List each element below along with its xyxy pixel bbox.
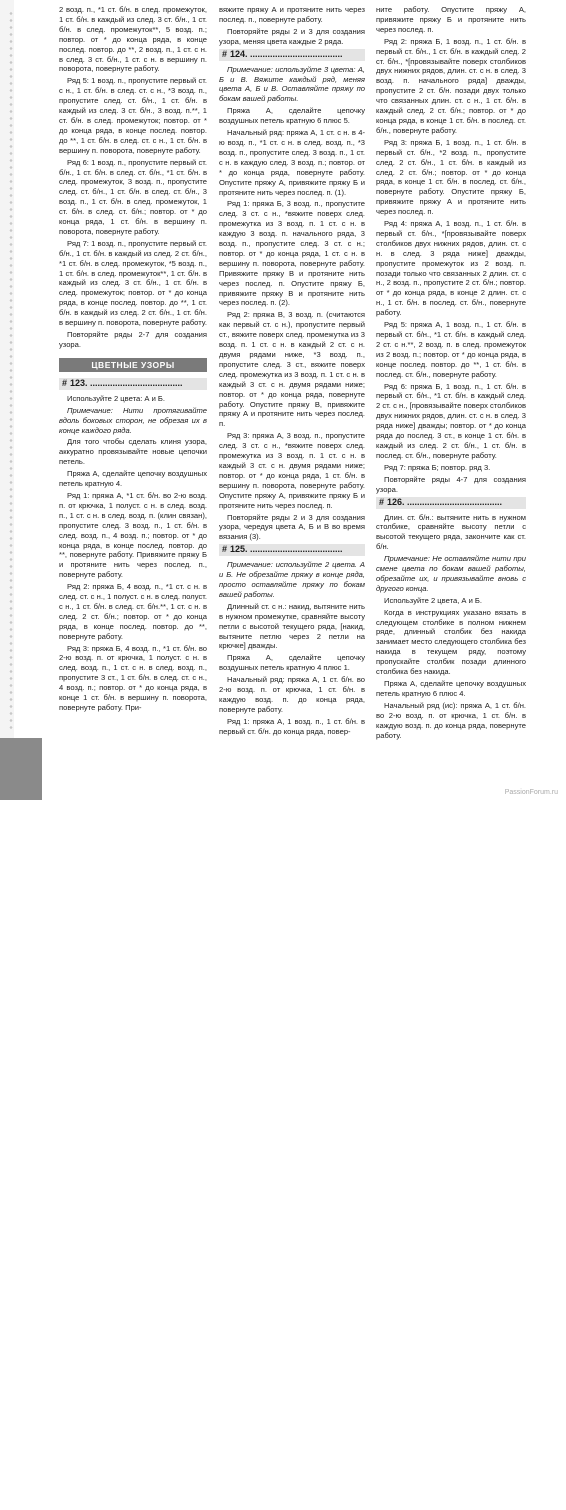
paragraph: Пряжа А, сделайте цепочку воздушных петель кратную 6 плюс 4.	[376, 679, 526, 698]
section-banner: ЦВЕТНЫЕ УЗОРЫ	[59, 358, 207, 372]
paragraph: Повторяйте ряды 4-7 для создания узора.	[376, 474, 526, 494]
pattern-title: 125. .....................................	[230, 544, 343, 555]
paragraph: Повторяйте ряды 2 и 3 для создания узора, чередуя цвета А, Б и В во время вязания (3).	[219, 512, 365, 542]
paragraph: Примечание: Нити протягивайте вдоль боковых сторон, не обрезая их в конце каждого ряда.	[59, 405, 207, 435]
paragraph: Пряжа А, сделайте цепочку воздушных петель кратную 4.	[59, 469, 207, 489]
pattern-126-heading	[376, 497, 526, 509]
pattern-title: 123. .....................................	[70, 377, 183, 388]
paragraph: Начальный ряд: пряжа А, 1 ст. б/н. во 2-ю возд. п. от крючка, 1 ст. б/н. в каждую возд. п. до конца ряда, повернуте работу.	[219, 675, 365, 714]
column-1	[59, 5, 207, 715]
pattern-124-heading	[219, 49, 365, 61]
paragraph: Ряд 1: пряжа А, *1 ст. б/н. во 2-ю возд. п. от крючка, 1 полуст. с н. в след. возд. п., 1 ст. с н. в след. возд. п. (клин связан), пропустите след. 3 возд. п., 1 ст. б/н. в след. возд. п., 4 возд. п.; повтор. от * до конца ряда, в конце послед. повтор. до **, повернуте работу. Привяжите пряжу Б и протяните нить через послед. п., повернуте работу.	[59, 490, 207, 580]
paragraph: Ряд 5: 1 возд. п., пропустите первый ст. с н., 1 ст. б/н. в след. ст. с н., *3 возд. п., пропустите след. ст. б/н., 1 ст. б/н. в каждый из след. 3 ст. б/н., 3 возд. п.**, 1 ст. б/н. в след. промежуток; повтор. от * до конца ряда, в конце послед. повтор. до **, 1 ст. б/н. в след. ст. с н., 1 ст. б/н. в вершину п. поворота, повернуте работу.	[59, 76, 207, 155]
paragraph: Повторяйте ряды 2-7 для создания узора.	[59, 330, 207, 349]
hash-icon: #	[222, 544, 228, 555]
paragraph: 2 возд. п., *1 ст. б/н. в след. промежуток, 1 ст. б/н. в каждый из след. 3 ст. б/н., 1 ст. б/н. в след. промежуток**, 5 возд. п.; повтор. от * до конца ряда, в конце послед. повтор. до **, 2 возд. п., 1 ст. с н. в след. 3 ст. б/н., 1 ст. с н. в вершину п. поворота, повернуте работу.	[59, 5, 207, 74]
dotted-margin-decoration	[8, 10, 14, 730]
pattern-title: 126. ......................................	[387, 496, 503, 507]
site-watermark: PassionForum.ru	[504, 789, 558, 796]
page-corner-tab	[0, 738, 42, 1510]
paragraph: Примечание: используйте 3 цвета: А, Б и В. Вяжите каждый ряд, меняя цвета А, Б и В. Оставляйте пряжу по бокам вашей работы.	[219, 64, 365, 104]
pattern-123-heading	[59, 378, 207, 390]
paragraph: Пряжа А, сделайте цепочку воздушных петель кратную 6 плюс 5.	[219, 106, 365, 126]
paragraph: Длинный ст. с н.: накид, вытяните нить в нужном промежутке, сравняйте высоту петли с высотой текущего ряда, [накид, вытяните петлю через 2 петли на крючке] дважды.	[219, 601, 365, 651]
column-3	[376, 5, 526, 742]
pattern-title: 124. .....................................	[230, 48, 343, 59]
paragraph: Ряд 7: 1 возд. п., пропустите первый ст. б/н., 1 ст. б/н. в каждый из след. 2 ст. б/н., *1 ст. б/н. в след. промежуток, *5 возд. п., 1 ст. б/н. в след. промежуток**, 1 ст. б/н. в каждый из след. 3 ст. б/н., 1 ст. б/н. в след. промежуток; повтор. от * до конца ряда, в конце послед. повтор. до **, 1 ст. б/н. в каждый из след. 2 ст. б/н., 1 ст. б/н. в вершину п. поворота, повернуте работу.	[59, 238, 207, 328]
pattern-125-heading	[219, 544, 365, 556]
paragraph: Повторяйте ряды 2 и 3 для создания узора, меняя цвета каждые 2 ряда.	[219, 26, 365, 46]
paragraph: Ряд 3: пряжа Б, 4 возд. п., *1 ст. б/н. во 2-ю возд. п. от крючка, 1 полуст. с н. в след. возд. п., 1 ст. с н. в след. возд. п., пропустите 3 ст., 1 ст. б/н. в след. ст. с н., 4 возд. п.; повтор. от * до конца ряда, в конце 1 ст. б/н. в вершину п. поворота, повернуте работу. При-	[59, 643, 207, 712]
column-2	[219, 5, 365, 739]
paragraph: Ряд 2: пряжа В, 3 возд. п. (считаются как первый ст. с н.), пропустите первый ст., вяжите поверх след. промежутка из 3 возд. п. 1 ст. с н. в каждый 2 ст. с н. двумя рядами ниже, *3 возд. п., пропустите след. 3 ст., вяжите поверх след. промежутка из 3 возд. п. 1 ст. с н. в каждый 3 ст. с н. двумя рядами ниже; повтор. от * до конца ряда, повернуте работу. Опустите пряжу В, привяжите пряжу А и протяните нить через послед. п.	[219, 310, 365, 429]
paragraph: ните работу. Опустите пряжу А, привяжите пряжу Б и протяните нить через послед. п.	[376, 5, 526, 34]
paragraph: Примечание: Не оставляйте нити при смене цвета по бокам вашей работы, обрезайте их, и привязывайте вновь с другого конца.	[376, 554, 526, 593]
hash-icon: #	[222, 48, 228, 59]
paragraph: Начальный ряд (ис): пряжа А, 1 ст. б/н. во 2-ю возд. п. от крючка, 1 ст. б/н. в каждую возд. п. до конца ряда, повернуте работу.	[376, 700, 526, 740]
paragraph: Примечание: используйте 2 цвета. А и Б. Не обрезайте пряжу в конце ряда, просто оставляйте пряжу по бокам вашей работы.	[219, 560, 365, 599]
paragraph: Ряд 2: пряжа Б, 4 возд. п., *1 ст. с н. в след. ст. с н., 1 полуст. с н. в след. полуст. с н., 1 ст. б/н. в след. ст. б/н.**, 1 ст. с н. в след. 2 ст. б/н.; повтор. от * до конца ряда, в конце послед. повтор. до **, повернуте работу.	[59, 582, 207, 641]
paragraph: Ряд 6: 1 возд. п., пропустите первый ст. б/н., 1 ст. б/н. в след. ст. б/н., *1 ст. б/н. в след. промежуток, 3 возд. п., пропустите след. ст. б/н., 1 ст. б/н. в след. ст. б/н., 3 возд. п., 1 ст. б/н. в след. промежуток, 1 ст. б/н. в след. ст. б/н.; повтор. от * до конца ряда, 1 ст. б/н. в вершину п. поворота, повернуте работу.	[59, 157, 207, 236]
page-number: 182	[14, 1496, 35, 1510]
paragraph: Для того чтобы сделать клиня узора, аккуратно провязывайте новые цепочки петель.	[59, 437, 207, 467]
paragraph: Ряд 3: пряжа А, 3 возд. п., пропустите след. 3 ст. с н., *вяжите поверх след. промежутка из 3 возд. п. 1 ст. с н. в каждый 3 ст. с н. двумя рядами ниже; повтор. от * до конца ряда, 1 ст. б/н. в вершину п. поворота, повернуте работу. Опустите пряжу А, привяжите пряжу Б и протяните нить через послед. п.	[219, 431, 365, 510]
paragraph: Используйте 2 цвета: А и Б.	[67, 393, 166, 403]
paragraph: вяжите пряжу А и протяните нить через послед. п., повернуте работу.	[219, 5, 365, 24]
paragraph: Ряд 1: пряжа А, 1 возд. п., 1 ст. б/н. в первый ст. б/н. до конца ряда, повер-	[219, 716, 365, 736]
paragraph: Длин. ст. б/н.: вытяните нить в нужном столбике, сравняйте высоту петли с высотой текущего ряда, закончите как ст. б/н.	[376, 512, 526, 552]
hash-icon: #	[379, 496, 385, 507]
paragraph: Когда в инструкциях указано вязать в следующем столбике в полном нижнем ряде, длинный столбик без накида занимает место следующего столбика без накида в текущем ряду, поэтому пропускайте столбик позади длинного столбика без накида.	[376, 607, 526, 677]
paragraph: Ряд 2: пряжа Б, 1 возд. п., 1 ст. б/н. в первый ст. б/н., 1 ст. б/н. в каждый след. 2 ст. б/н., *[провязывайте поверх столбиков двух нижних рядов, длин. ст. с н. в след. 3 возд. п. начального ряда] дважды, пропустите 2 ст. б/н. позади двух только что связанных длин. ст. с н., 1 ст. б/н. в каждый след. 2 ст. б/н.; повтор. от * до конца ряда, в конце 1 ст. б/н. в послед. ст. б/н., повернуте работу.	[376, 36, 526, 135]
paragraph: Ряд 6: пряжа Б, 1 возд. п., 1 ст. б/н. в первый ст. б/н., *1 ст. б/н. в каждый след. 2 ст. с н., [провязывайте поверх столбиков двух нижних рядов, длин. ст. с н. в след. 3 ряда ниже] дважды; повтор. от * до конца ряда до послед. 3 ст., в конце 1 ст. б/н. в каждый из след. 2 ст. б/н., 1 ст. б/н. в послед. ст. б/н., повернуте работу.	[376, 381, 526, 460]
paragraph: Используйте 2 цвета, А и Б.	[384, 595, 483, 605]
hash-icon: #	[62, 377, 68, 388]
paragraph: Пряжа А, сделайте цепочку воздушных петель кратную 4 плюс 1.	[219, 653, 365, 673]
paragraph: Ряд 5: пряжа А, 1 возд. п., 1 ст. б/н. в первый ст. б/н., *1 ст. б/н. в каждый след. 2 ст. с н.**, 2 возд. п. в след. промежуток из 2 возд. п.; повтор. от * до конца ряда, в конце послед. повтор. до **, 1 ст. б/н. в послед. ст. б/н., повернуте работу.	[376, 320, 526, 379]
paragraph: Ряд 3: пряжа Б, 1 возд. п., 1 ст. б/н. в первый ст. б/н., *2 возд. п., пропустите след. 2 ст. б/н., 1 ст. б/н. в каждый из след. 2 ст. б/н.; повтор. от * до конца ряда, в конце 1 ст. б/н. в послед. ст. б/н., повернуте работу. Опустите пряжу Б, привяжите пряжу А и протяните нить через послед. п.	[376, 137, 526, 217]
paragraph: Ряд 4: пряжа А, 1 возд. п., 1 ст. б/н. в первый ст. б/н., *[провязывайте поверх столбиков двух нижних рядов, длин. ст. с н. в след. 3 ряда ниже] дважды, пропустите промежуток из 2 возд. п. позади только что связанных 2 длин. ст. с н., 2 возд. п., пропустите 2 ст. б/н.; повтор. от * до конца ряда, в конце 2 длин. ст. с н., 1 ст. б/н. в послед. ст. б/н., повернуте работу.	[376, 219, 526, 318]
paragraph: Начальный ряд: пряжа А, 1 ст. с н. в 4-ю возд. п., *1 ст. с н. в след. возд. п., *3 возд. п., пропустите след. 3 возд. п., 1 ст. с н. в каждую след. 3 возд. п.; повтор. от * до конца ряда, повернуте работу. Опустите пряжу А, привяжите пряжу Б и протяните нить через послед. п. (1).	[219, 128, 365, 197]
paragraph: Ряд 7: пряжа Б; повтор. ряд 3.	[384, 462, 491, 472]
paragraph: Ряд 1: пряжа Б, 3 возд. п., пропустите след. 3 ст. с н., *вяжите поверх след. промежутка из 3 возд. п. 1 ст. с н. в каждую 3 возд. п. начального ряда, 3 возд. п., пропустите след. 3 ст. с н.; повтор. от * до конца ряда, 1 ст. с н. в вершину п. поворота, повернуте работу. Привяжите пряжу В и протяните нить через послед. п. Опустите пряжу Б, привяжите пряжу В и протяните нить через послед. п. (2).	[219, 199, 365, 308]
